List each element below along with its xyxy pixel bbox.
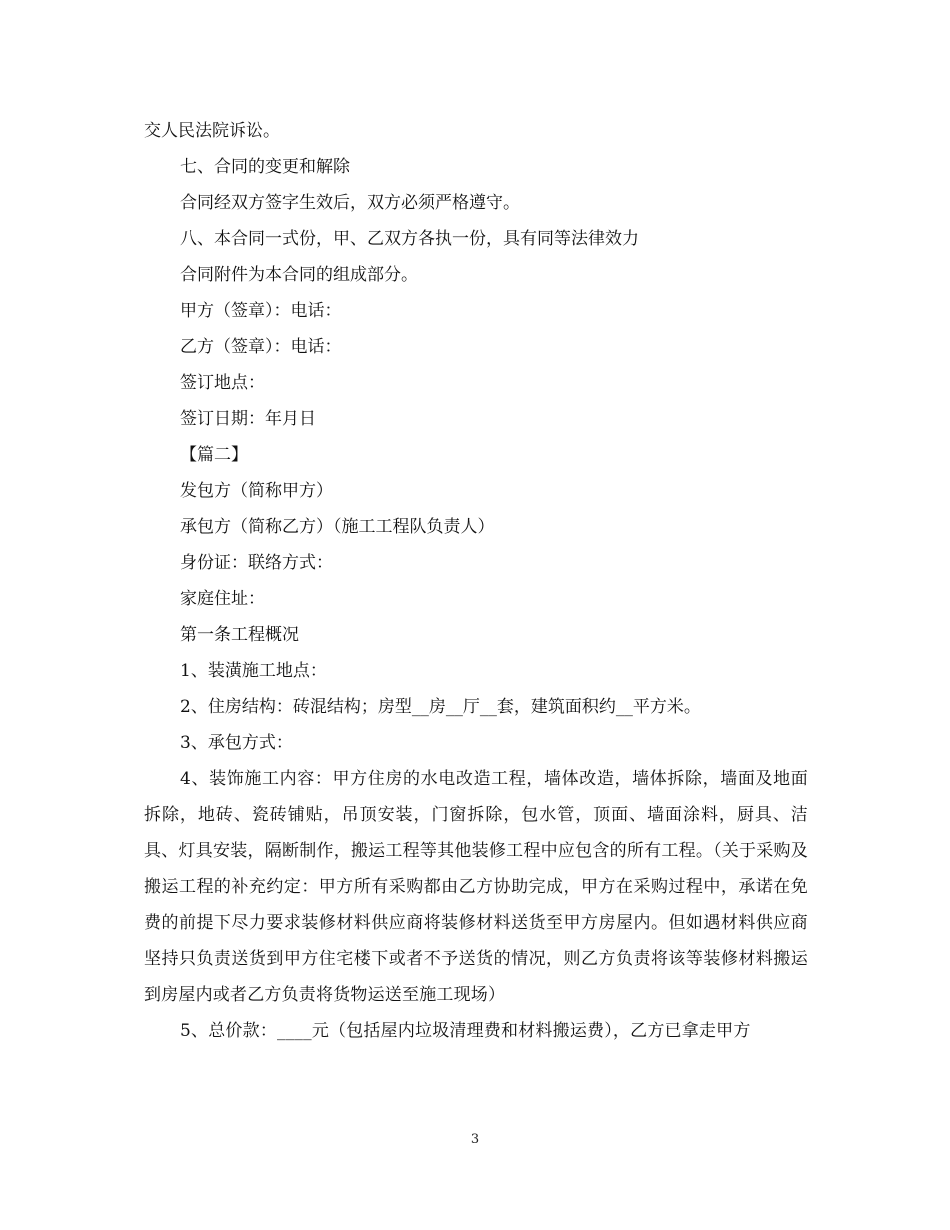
home-address-line: 家庭住址：	[180, 589, 265, 609]
text-line: 合同附件为本合同的组成部分。	[180, 265, 418, 285]
signature-party-a: 甲方（签章）：电话：	[180, 301, 342, 321]
section-heading-7: 七、合同的变更和解除	[180, 157, 350, 177]
item-2-structure: 2、住房结构：砖混结构；房型__房__厅__套，建筑面积约__平方米。	[180, 697, 701, 717]
article-1-heading: 第一条工程概况	[180, 625, 299, 645]
signing-date: 签订日期：年月日	[180, 409, 316, 429]
text-line-continuation: 交人民法院诉讼。	[144, 121, 280, 141]
signing-place: 签订地点：	[180, 373, 265, 393]
item-3-contract-method: 3、承包方式：	[180, 733, 293, 753]
part-two-heading: 【篇二】	[180, 445, 248, 465]
id-contact-line: 身份证：联络方式：	[180, 553, 333, 573]
section-heading-8: 八、本合同一式份，甲、乙双方各执一份，具有同等法律效力	[180, 229, 639, 249]
item-5-total-price: 5、总价款：____元（包括屋内垃圾清理费和材料搬运费），乙方已拿走甲方	[180, 1021, 751, 1041]
contractor-party-b: 承包方（简称乙方）（施工工程队负责人）	[180, 517, 495, 537]
item-4-construction-content: 4、装饰施工内容：甲方住房的水电改造工程，墙体改造，墙体拆除，墙面及地面拆除，地砖、瓷砖铺贴，吊顶安装，门窗拆除，包水管，顶面、墙面涂料，厨具、洁具、灯具安装，隔断制作，搬运工程等其他装修工程中应包含的所有工程。（关于采购及搬运工程的补充约定：甲方所有采购都由乙方协助完成，甲方在采购过程中，承诺在免费的前提下尽力要求装修材料供应商将装修材料送货至甲方房屋内。但如遇材料供应商坚持只负责送货到甲方住宅楼下或者不予送货的情况，则乙方负责将该等装修材料搬运到房屋内或者乙方负责将货物运送至施工现场）	[144, 769, 808, 1005]
document-body	[144, 113, 808, 1049]
item-1-location: 1、装潢施工地点：	[180, 661, 327, 681]
text-line: 合同经双方签字生效后，双方必须严格遵守。	[180, 193, 520, 213]
contractor-party-a: 发包方（简称甲方）	[180, 481, 333, 501]
page-number: 3	[470, 1132, 480, 1147]
signature-party-b: 乙方（签章）：电话：	[180, 337, 342, 357]
